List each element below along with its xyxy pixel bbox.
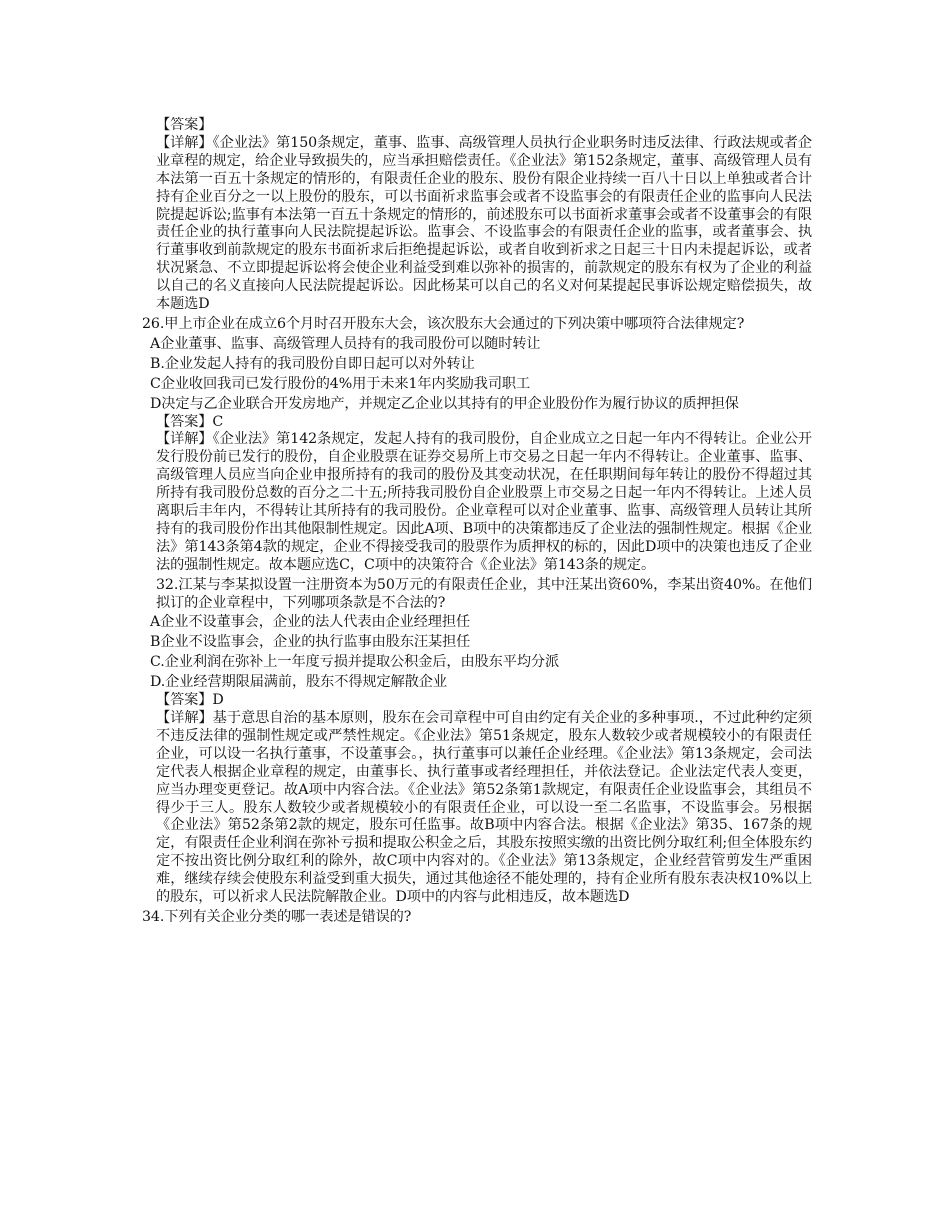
option-a: A企业董事、监事、高级管理人员持有的我司股份可以随时转让 <box>150 335 541 352</box>
option-c: C.企业利润在弥补上一年度亏损并提取公积金后，由股东平均分派 <box>150 654 560 671</box>
answer-label: 【答案】D <box>156 692 224 709</box>
explanation-paragraph: 【详解】基于意思自治的基本原则，股东在会司章程中可自由约定有关企业的多种事项.，不过此种约定须不违反法律的强制性规定或严禁性规定。《企业法》第51条规定，股东人数较少或者规模较小的有限责任企业，可以设一名执行董事，不设董事会。，执行董事可以兼任企业经理。《企业法》第13条规定，会司法定代表人根据企业章程的规定，由董事长、执行董事或者经理担任，并依法登记。企业法定代表人变更，应当办理变更登记。故A项中内容合法。《企业法》第52条第1款规定，有限责任企业设监事会，其组员不得少于三人。股东人数较少或者规模较小的有限责任企业，可以设一至二名监事，不设监事会。另根据《企业法》第52条第2款的规定，股东可任监事。故B项中内容合法。根据《企业法》第35、167条的规定，有限责任企业利润在弥补亏损和提取公积金之后，其股东按照实缴的出资比例分取红利;但全体股东约定不按出资比例分取红利的除外，故C项中内容对的。《企业法》第13条规定，企业经营管剪发生严重困难，继续存续会使股东利益受到重大损失，通过其他途径不能处理的，持有企业所有股东表决权10%以上的股东，可以祈求人民法院解散企业。D项中的内容与此相违反，故本题选D <box>156 710 812 906</box>
answer-label: 【答案】C <box>156 413 224 430</box>
option-d: D.企业经营期限届满前，股东不得规定解散企业 <box>150 674 447 691</box>
question-34: 34.下列有关企业分类的哪一表述是错误的? <box>142 908 412 925</box>
option-b: B.企业发起人持有的我司股份自即日起可以对外转让 <box>150 355 475 372</box>
option-b: B企业不设监事会，企业的执行监事由股东汪某担任 <box>150 634 471 651</box>
explanation-paragraph: 【详解】《企业法》第142条规定，发起人持有的我司股份，自企业成立之日起一年内不得转让。企业公开发行股份前已发行的股份，自企业股票在证券交易所上市交易之日起一年内不得转让。企业董事、监事、高级管理人员应当向企业申报所持有的我司的股份及其变动状况，在任职期间每年转让的股份不得超过其所持有我司股份总数的百分之二十五;所持我司股份自企业股票上市交易之日起一年内不得转让。上述人员离职后丰年内，不得转让其所持有的我司股份。企业章程可以对企业董事、监事、高级管理人员转让其所持有的我司股份作出其他限制性规定。因此A项、B项中的决策都违反了企业法的强制性规定。根据《企业法》第143条第4款的规定，企业不得接受我司的股票作为质押权的标的，因此D项中的决策也违反了企业法的强制性规定。故本题应选C，C项中的决策符合《企业法》第143条的规定。 <box>156 431 812 573</box>
option-c: C企业收回我司已发行股份的4%用于未来1年内奖励我司职工 <box>150 375 531 392</box>
document-body <box>142 117 812 927</box>
option-d: D决定与乙企业联合开发房地产，并规定乙企业以其持有的甲企业股份作为履行协议的质押担保 <box>150 395 739 412</box>
option-a: A企业不设董事会，企业的法人代表由企业经理担任 <box>150 614 471 631</box>
explanation-paragraph: 【详解】《企业法》第150条规定，董事、监事、高级管理人员执行企业职务时违反法律、行政法规或者企业章程的规定，给企业导致损失的，应当承担赔偿责任。《企业法》第152条规定，董事、高级管理人员有本法第一百五十条规定的情形的，有限责任企业的股东、股份有限企业持续一百八十日以上单独或者合计持有企业百分之一以上股份的股东，可以书面祈求监事会或者不设监事会的有限责任企业的监事向人民法院提起诉讼;监事有本法第一百五十条规定的情形的，前述股东可以书面祈求董事会或者不设董事会的有限责任企业的执行董事向人民法院提起诉讼。监事会、不设监事会的有限责任企业的监事，或者董事会、执行董事收到前款规定的股东书面祈求后拒绝提起诉讼，或者自收到祈求之日起三十日内未提起诉讼，或者状况紧急、不立即提起诉讼将会使企业利益受到难以弥补的损害的，前款规定的股东有权为了企业的利益以自己的名义直接向人民法院提起诉讼。因此杨某可以自己的名义对何某提起民事诉讼规定赔偿损失，故本题选D <box>156 134 812 313</box>
answer-label: 【答案】 <box>156 117 213 133</box>
question-26: 26.甲上市企业在成立6个月时召开股东大会，该次股东大会通过的下列决策中哪项符合法律规定? <box>142 315 745 332</box>
question-32: 32.江某与李某拟设置一注册资本为50万元的有限责任企业，其中汪某出资60%，李某出资40%。在他们拟订的企业章程中，下列哪项条款是不合法的? <box>156 576 812 611</box>
